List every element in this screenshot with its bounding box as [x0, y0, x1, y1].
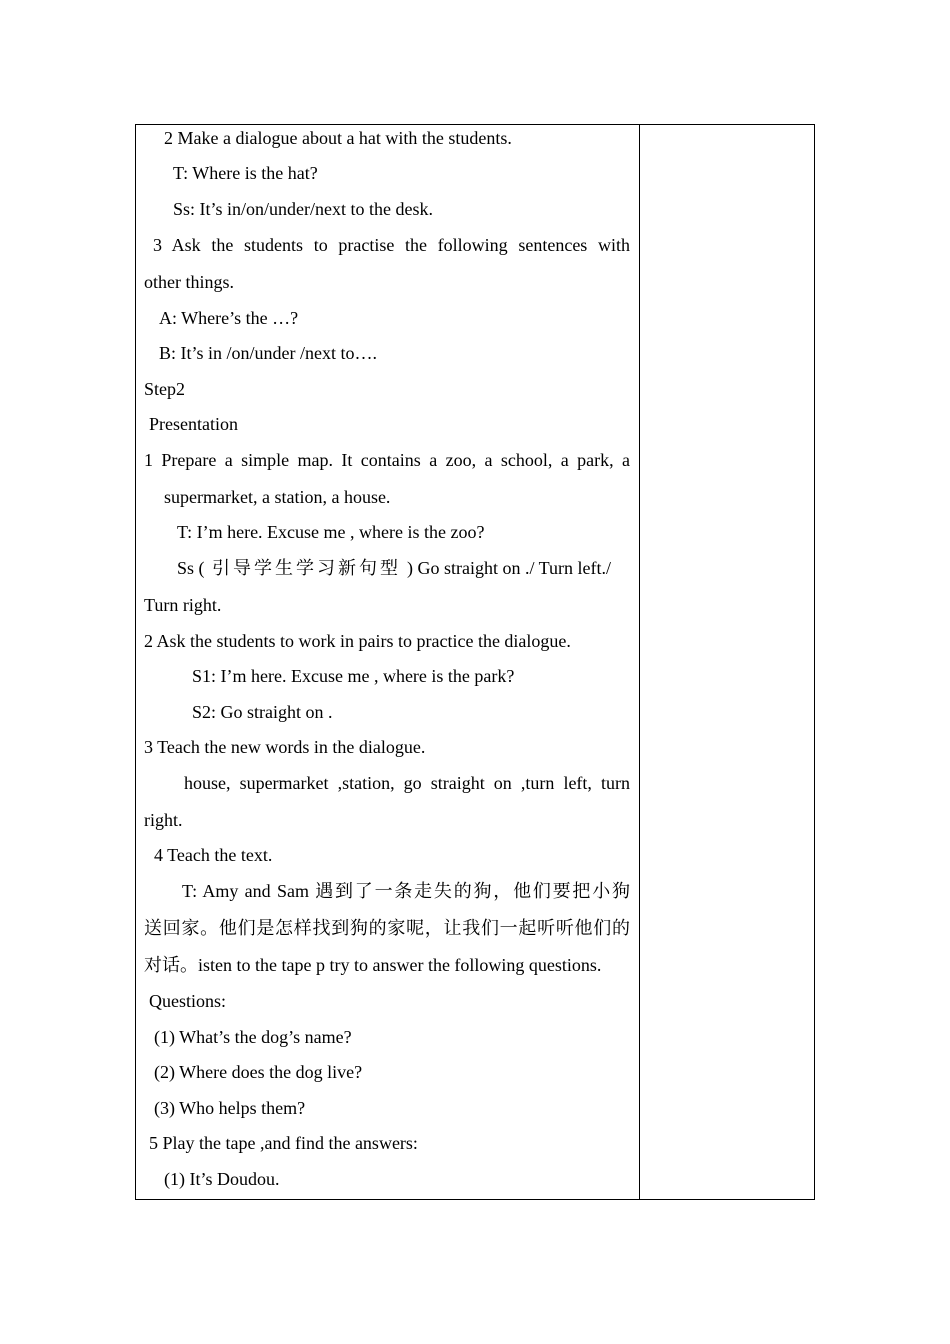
lesson-line: supermarket, a station, a house.: [164, 487, 391, 507]
lesson-line: 送回家。他们是怎样找到狗的家呢，让我们一起听听他们的: [144, 918, 630, 938]
lesson-line: A: Where’s the …?: [159, 308, 299, 328]
lesson-line: other things.: [144, 272, 234, 292]
answer-item: (1) It’s Doudou.: [164, 1169, 280, 1189]
lesson-plan-table: [135, 124, 815, 1200]
notes-column-cell: [640, 125, 814, 1199]
lesson-line: T: Where is the hat?: [173, 163, 318, 183]
lesson-line: B: It’s in /on/under /next to….: [159, 343, 377, 363]
question-item: (3) Who helps them?: [154, 1098, 306, 1118]
section-heading: Presentation: [149, 414, 238, 434]
lesson-line: ) Go straight on ./ Turn left./: [407, 558, 612, 578]
lesson-line: 5 Play the tape ,and find the answers:: [149, 1133, 418, 1153]
lesson-line: 2 Ask the students to work in pairs to practice the dialogue.: [144, 631, 571, 651]
lesson-line: S2: Go straight on .: [192, 702, 333, 722]
lesson-line: T: Amy and Sam 遇到了一条走失的狗，他们要把小狗: [182, 881, 630, 901]
lesson-line: 对话。isten to the tape p try to answer the following questions.: [144, 955, 602, 975]
lesson-line: Turn right.: [144, 595, 222, 615]
question-item: (1) What’s the dog’s name?: [154, 1027, 352, 1047]
lesson-line: S1: I’m here. Excuse me , where is the park?: [192, 666, 515, 686]
question-item: (2) Where does the dog live?: [154, 1062, 363, 1082]
lesson-line: Questions:: [149, 991, 227, 1011]
lesson-line: 3 Ask the students to practise the following sentences with: [153, 235, 630, 255]
lesson-line: house, supermarket ,station, go straight on ,turn left, turn: [184, 773, 630, 793]
lesson-line: 4 Teach the text.: [154, 845, 273, 865]
lesson-line: 1 Prepare a simple map. It contains a zoo, a school, a park, a: [144, 450, 630, 470]
lesson-line: T: I’m here. Excuse me , where is the zoo?: [177, 522, 485, 542]
lesson-line-chinese: 引导学生学习新句型: [212, 558, 401, 578]
section-heading: Step2: [144, 379, 186, 399]
lesson-line: Ss (: [177, 558, 205, 578]
lesson-line: 3 Teach the new words in the dialogue.: [144, 737, 426, 757]
lesson-line: 2 Make a dialogue about a hat with the students.: [164, 128, 512, 148]
lesson-line: Ss: It’s in/on/under/next to the desk.: [173, 199, 433, 219]
lesson-line: right.: [144, 810, 183, 830]
